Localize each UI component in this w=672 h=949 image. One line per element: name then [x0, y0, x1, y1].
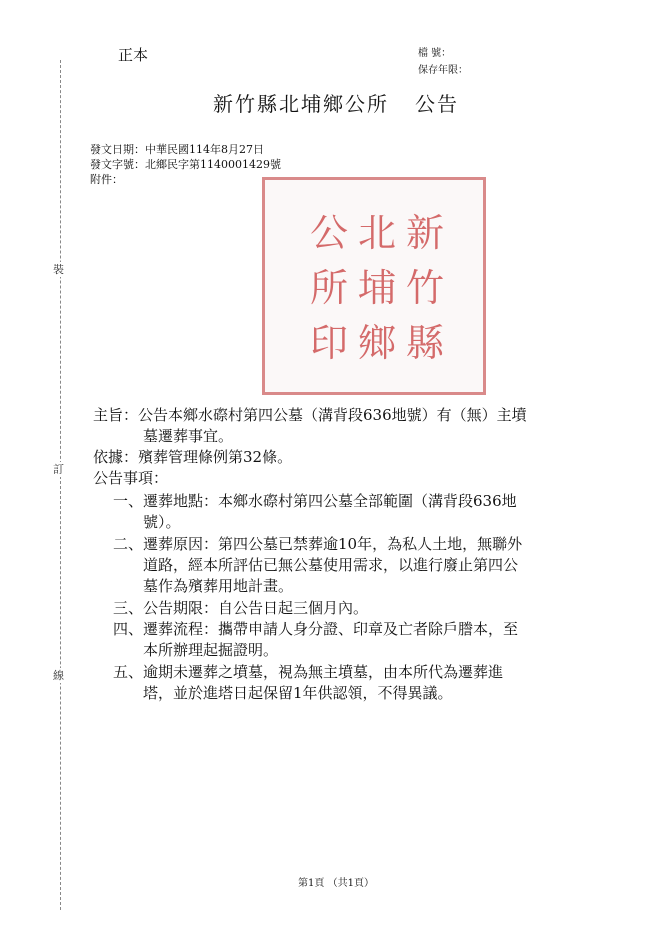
binding-mark-zhuang: 裝: [53, 263, 64, 276]
seal-char: 竹: [405, 265, 444, 310]
item-5-line-1: 五、逾期未遷葬之墳墓，視為無主墳墓，由本所代為遷葬進: [113, 663, 504, 681]
item-2-line-2: 道路，經本所評估已無公墓使用需求，以進行廢止第四公: [143, 556, 519, 574]
attachment-label: 附件：: [90, 173, 123, 186]
document-type: 公告: [415, 92, 459, 116]
official-seal: [262, 177, 486, 395]
seal-char: 所: [309, 265, 348, 310]
issue-date: 發文日期：中華民國114年8月27日: [90, 143, 264, 156]
retention-label: 保存年限：: [418, 65, 468, 76]
subject-line-2: 墓遷葬事宜。: [143, 427, 234, 445]
issue-number: 發文字號：北鄉民字第1140001429號: [90, 158, 281, 171]
document-title: [0, 88, 672, 117]
item-1-line-1: 一、遷葬地點：本鄉水磜村第四公墓全部範圍（溝背段636地: [113, 492, 517, 510]
seal-char: 公: [309, 211, 348, 256]
items-heading: 公告事項：: [93, 469, 169, 487]
seal-char: 埔: [357, 265, 396, 310]
page-number: 第1頁 （共1頁）: [298, 878, 374, 889]
binding-mark-ding: 訂: [53, 463, 64, 476]
binding-mark-xian: 線: [53, 669, 64, 682]
item-3-line-1: 三、公告期限：自公告日起三個月內。: [113, 599, 369, 617]
item-4-line-1: 四、遷葬流程：攜帶申請人身分證、印章及亡者除戶謄本，至: [113, 620, 519, 638]
item-4-line-2: 本所辦理起掘證明。: [143, 641, 279, 659]
binding-line: [60, 60, 61, 910]
seal-char: 印: [309, 320, 348, 365]
item-2-line-1: 二、遷葬原因：第四公墓已禁葬逾10年，為私人土地，無聯外: [113, 535, 523, 553]
agency-name: 新竹縣北埔鄉公所: [213, 92, 389, 116]
file-number-label: 檔 號：: [418, 48, 452, 59]
subject-line-1: 主旨：公告本鄉水磜村第四公墓（溝背段636地號）有（無）主墳: [93, 406, 527, 424]
item-1-line-2: 號）。: [143, 513, 181, 531]
seal-char: 鄉: [357, 320, 396, 365]
seal-char: 縣: [405, 320, 444, 365]
item-5-line-2: 塔，並於進塔日起保留1年供認領，不得異議。: [143, 684, 453, 702]
seal-characters: [305, 206, 449, 370]
basis-line: 依據：殯葬管理條例第32條。: [93, 448, 293, 466]
item-2-line-3: 墓作為殯葬用地計畫。: [143, 577, 294, 595]
copy-label: 正本: [118, 46, 149, 64]
seal-char: 新: [405, 211, 444, 256]
seal-char: 北: [357, 211, 396, 256]
